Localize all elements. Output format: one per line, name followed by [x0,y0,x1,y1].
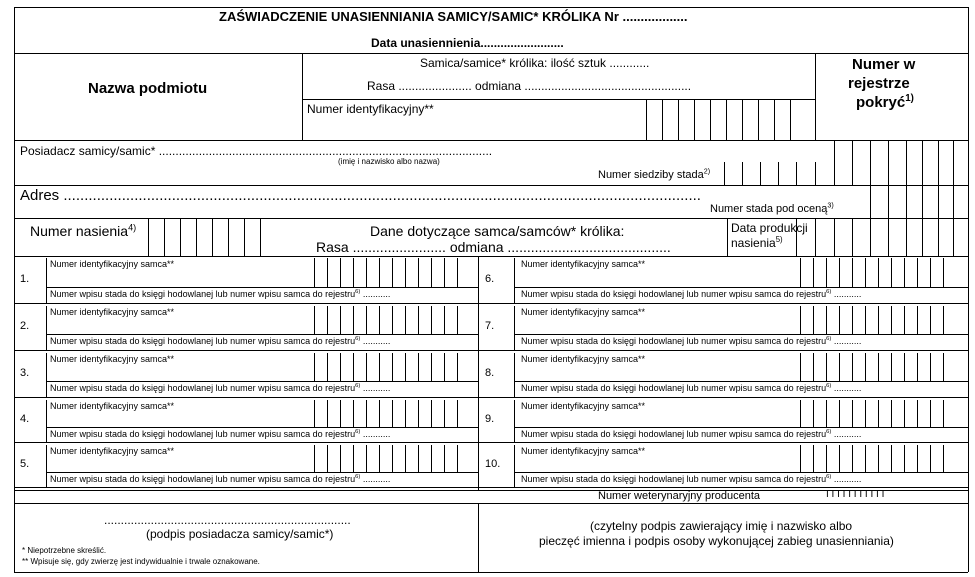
herd-seat-box-line [742,162,743,185]
herd-seat-box-line [724,162,725,185]
entity-name-label: Nazwa podmiotu [88,80,208,97]
male-id-box-line [392,306,393,334]
male-id-box-line [813,353,814,381]
male-id-box-line [392,353,393,381]
male-herdbook-field[interactable]: Numer wpisu stada do księgi hodowlanej lub numer wpisu samca do rejestru$^{6)}$ ........... [521,289,862,299]
male-id-box-line [865,445,866,472]
male-id-box-line [943,353,944,381]
male-herdbook-field[interactable]: Numer wpisu stada do księgi hodowlanej lub numer wpisu samca do rejestru$^{6)}$ ........... [521,474,862,484]
male-id-box-line [431,258,432,287]
male-id-box-line [392,445,393,472]
male-id-box-line [891,353,892,381]
signature-divider [478,503,479,572]
male-id-box-line [405,258,406,287]
herd-seat-box-line [760,162,761,185]
address-field[interactable]: Adres ......................................................................................................................................................... [20,187,701,204]
male-id-box-line [340,353,341,381]
male-id-box-line [353,306,354,334]
male-cell-divider [46,472,478,473]
male-row-number: 8. [485,367,495,379]
male-id-box-line [878,400,879,427]
male-id-box-line [353,400,354,427]
male-id-box-line [943,400,944,427]
registry-label-line1: Numer w [852,56,916,73]
female-id-label: Numer identyfikacyjny** [307,102,434,116]
male-id-box-line [865,258,866,287]
owner-field[interactable]: Posiadacz samicy/samic* .................................................................................................... [20,144,493,158]
production-date-divider [727,218,728,256]
male-id-box-line [943,306,944,334]
male-id-box-line [418,258,419,287]
male-id-box-line [878,445,879,472]
rule-signatures [14,503,968,504]
male-id-label: Numer identyfikacyjny samca** [50,259,175,269]
male-row-separator [14,303,968,304]
male-id-box-line [314,400,315,427]
male-data-label: Dane dotyczące samca/samców* królika: [370,223,625,239]
male-herdbook-field[interactable]: Numer wpisu stada do księgi hodowlanej lub numer wpisu samca do rejestru$^{6)}$ ........... [50,336,391,346]
male-id-box-line [314,306,315,334]
male-id-label: Numer identyfikacyjny samca** [50,446,175,456]
males-center-divider [478,256,479,490]
male-id-box-line [852,445,853,472]
male-id-box-line [431,306,432,334]
male-id-box-line [891,306,892,334]
male-id-box-line [930,400,931,427]
male-id-box-line [366,400,367,427]
male-id-box-line [327,445,328,472]
male-id-box-line [904,353,905,381]
male-id-box-line [917,400,918,427]
operator-signature-label-line2: pieczęć imienna i podpis osoby wykonującej zabieg unasienniania) [539,534,894,548]
male-id-box-line [813,306,814,334]
male-id-box-line [826,400,827,427]
male-cell-border [46,400,47,442]
male-id-box-line [431,445,432,472]
male-id-box-line [839,445,840,472]
herd-seat-label: Numer siedziby stada$^{2)}$ [598,167,711,181]
female-breed-field[interactable]: Rasa ...................... odmiana .................................................. [367,79,692,93]
id-box-line [726,99,727,140]
production-date-box-line [870,218,871,256]
male-id-label: Numer identyfikacyjny samca** [50,401,175,411]
operator-signature-label-line1: (czytelny podpis zawierający imię i nazwisko albo [590,519,853,533]
male-row-number: 4. [20,413,30,425]
herd-seat-box-line [778,162,779,185]
male-id-box-line [327,353,328,381]
male-id-box-line [379,353,380,381]
male-cell-divider [46,381,478,382]
registry-divider [815,53,816,140]
production-date-box-line [953,218,954,256]
owner-hint: (imię i nazwisko albo nazwa) [338,157,440,166]
semen-number-label: Numer nasienia$^{4)}$ [30,222,137,239]
male-id-box-line [904,400,905,427]
registry-box-line [922,140,923,218]
male-id-box-line [366,353,367,381]
male-id-box-line [904,445,905,472]
male-row-separator [14,487,968,488]
production-date-box-line [834,218,835,256]
male-id-box-line [444,445,445,472]
footnote-1: * Niepotrzebne skreślić. [22,546,107,555]
registry-label-line3: pokryć$^{1)}$ [856,93,914,111]
male-id-box-line [405,445,406,472]
male-id-box-line [800,306,801,334]
male-id-label: Numer identyfikacyjny samca** [50,307,175,317]
rule-header [14,53,968,54]
semen-box-line [164,218,165,256]
production-date-label-line1: Data produkcji [731,221,808,235]
male-id-box-line [904,306,905,334]
male-id-box-line [839,353,840,381]
male-id-box-line [930,306,931,334]
male-cell-divider [514,287,968,288]
male-id-box-line [826,445,827,472]
male-id-box-line [457,306,458,334]
male-id-box-line [852,258,853,287]
male-id-box-line [340,445,341,472]
semen-box-line [244,218,245,256]
male-herdbook-field[interactable]: Numer wpisu stada do księgi hodowlanej lub numer wpisu samca do rejestru$^{6)}$ ........... [50,289,391,299]
frame-right [968,7,969,572]
rule-address [14,185,968,186]
male-cell-divider [46,334,478,335]
male-id-box-line [852,353,853,381]
male-row-number: 3. [20,367,30,379]
male-id-label: Numer identyfikacyjny samca** [50,354,175,364]
male-id-box-line [314,353,315,381]
production-date-box-line [796,218,797,256]
male-id-box-line [865,306,866,334]
production-date-box-line [852,218,853,256]
male-row-number: 10. [485,458,501,470]
male-id-box-line [340,400,341,427]
production-date-box-line [938,218,939,256]
male-id-box-line [444,258,445,287]
herd-seat-box-line [796,162,797,185]
male-id-box-line [444,400,445,427]
females-count-field[interactable]: Samica/samice* królika: ilość sztuk ............ [420,56,650,70]
male-id-box-line [943,445,944,472]
insemination-date-field[interactable]: Data unasiennienia......................... [371,36,564,50]
registry-box-line [906,140,907,218]
male-cell-border [514,353,515,397]
rule-vet [14,490,968,491]
male-id-box-line [379,306,380,334]
male-cell-border [514,306,515,350]
male-id-box-line [878,258,879,287]
id-box-line [646,99,647,140]
male-row-separator [14,442,968,443]
male-id-box-line [405,353,406,381]
male-row-number: 6. [485,273,495,285]
form-title: ZAŚWIADCZENIE UNASIENNIANIA SAMICY/SAMIC* KRÓLIKA Nr .................. [219,9,688,24]
frame-bottom [14,572,968,573]
male-id-box-line [813,400,814,427]
semen-box-line [228,218,229,256]
male-cell-border [46,353,47,397]
male-id-box-line [418,445,419,472]
male-cell-divider [514,472,968,473]
male-row-separator [14,397,968,398]
male-id-box-line [314,445,315,472]
male-id-box-line [826,258,827,287]
rule-owner [14,140,968,141]
male-id-box-line [457,400,458,427]
male-id-box-line [379,400,380,427]
male-id-box-line [353,258,354,287]
male-id-box-line [930,445,931,472]
male-cell-border [46,445,47,487]
male-row-number: 1. [20,273,30,285]
male-row-separator [14,350,968,351]
owner-signature-line[interactable]: .......................................................................... [104,513,351,527]
male-id-box-line [826,306,827,334]
owner-signature-label: (podpis posiadacza samicy/samic*) [146,527,334,541]
male-id-box-line [327,258,328,287]
semen-box-line [212,218,213,256]
male-id-box-line [930,353,931,381]
production-date-label-line2: nasienia$^{5)}$ [731,235,783,250]
id-box-line [758,99,759,140]
male-id-box-line [943,258,944,287]
id-box-line [678,99,679,140]
male-id-box-line [379,445,380,472]
male-herdbook-field[interactable]: Numer wpisu stada do księgi hodowlanej lub numer wpisu samca do rejestru$^{6)}$ ........... [50,383,391,393]
male-id-box-line [314,258,315,287]
id-box-line [694,99,695,140]
male-id-box-line [878,353,879,381]
registry-box-line [852,140,853,185]
male-id-box-line [852,400,853,427]
male-id-box-line [353,353,354,381]
id-box-line [790,99,791,140]
entity-divider [302,53,303,140]
male-herdbook-field[interactable]: Numer wpisu stada do księgi hodowlanej lub numer wpisu samca do rejestru$^{6)}$ ........... [521,336,862,346]
male-id-box-line [457,445,458,472]
male-cell-border [514,258,515,303]
male-cell-border [46,258,47,303]
male-cell-divider [46,427,478,428]
male-cell-divider [46,287,478,288]
male-id-box-line [865,400,866,427]
male-herdbook-field[interactable]: Numer wpisu stada do księgi hodowlanej lub numer wpisu samca do rejestru$^{6)}$ ........... [521,383,862,393]
male-id-box-line [891,258,892,287]
vet-number-label: Numer weterynaryjny producenta [598,490,761,502]
male-id-label: Numer identyfikacyjny samca** [521,446,646,456]
male-id-box-line [444,353,445,381]
id-box-line [710,99,711,140]
male-id-box-line [917,306,918,334]
evaluated-herd-label: Numer stada pod oceną$^{3)}$ [710,201,834,215]
male-id-box-line [800,445,801,472]
male-id-box-line [917,353,918,381]
male-id-box-line [418,306,419,334]
semen-box-line [180,218,181,256]
male-id-label: Numer identyfikacyjny samca** [521,354,646,364]
registry-box-line [938,140,939,218]
male-cell-divider [514,381,968,382]
male-id-box-line [392,400,393,427]
herd-seat-box-line [815,162,816,185]
male-id-box-line [405,306,406,334]
male-cell-border [514,445,515,487]
footnote-2: ** Wpisuje się, gdy zwierzę jest indywidualnie i trwale oznakowane. [22,557,260,566]
frame-top [14,7,968,8]
vet-number-boxes[interactable]: I I I I I I I I I I I [826,489,885,500]
male-id-box-line [865,353,866,381]
male-id-box-line [366,306,367,334]
male-id-box-line [457,258,458,287]
production-date-box-line [888,218,889,256]
production-date-box-line [906,218,907,256]
male-row-number: 2. [20,320,30,332]
male-id-box-line [327,306,328,334]
production-date-box-line [815,218,816,256]
male-id-box-line [878,306,879,334]
male-id-box-line [431,353,432,381]
male-id-box-line [444,306,445,334]
male-id-box-line [340,306,341,334]
id-box-line [742,99,743,140]
male-id-box-line [392,258,393,287]
male-herdbook-field[interactable]: Numer wpisu stada do księgi hodowlanej lub numer wpisu samca do rejestru$^{6)}$ ........... [521,429,862,439]
male-id-box-line [800,400,801,427]
male-id-box-line [366,445,367,472]
registry-label-line2: rejestrze [848,75,910,92]
male-id-box-line [431,400,432,427]
male-id-box-line [366,258,367,287]
male-id-label: Numer identyfikacyjny samca** [521,259,646,269]
male-id-box-line [379,258,380,287]
male-id-box-line [813,445,814,472]
male-row-number: 9. [485,413,495,425]
male-cell-divider [514,427,968,428]
registry-box-line [888,140,889,218]
male-id-box-line [418,353,419,381]
male-id-box-line [904,258,905,287]
male-id-box-line [418,400,419,427]
male-id-box-line [353,445,354,472]
male-herdbook-field[interactable]: Numer wpisu stada do księgi hodowlanej lub numer wpisu samca do rejestru$^{6)}$ ........... [50,429,391,439]
male-id-box-line [405,400,406,427]
rule-id [302,99,815,100]
semen-box-line [260,218,261,256]
id-box-line [662,99,663,140]
male-id-box-line [813,258,814,287]
registry-box-line [870,140,871,218]
id-box-line [774,99,775,140]
semen-box-line [148,218,149,256]
male-id-box-line [826,353,827,381]
male-id-box-line [457,353,458,381]
male-row-number: 7. [485,320,495,332]
male-id-box-line [800,353,801,381]
male-id-label: Numer identyfikacyjny samca** [521,401,646,411]
male-cell-divider [514,334,968,335]
male-id-box-line [839,306,840,334]
male-id-box-line [327,400,328,427]
production-date-box-line [922,218,923,256]
male-cell-border [46,306,47,350]
male-id-box-line [917,445,918,472]
rule-males [14,256,968,257]
male-id-box-line [839,400,840,427]
male-breed-field[interactable]: Rasa ........................ odmiana .......................................... [316,239,671,255]
male-cell-border [514,400,515,442]
semen-box-line [196,218,197,256]
registry-box-line [834,140,835,185]
male-id-box-line [891,400,892,427]
male-id-box-line [800,258,801,287]
male-id-box-line [891,445,892,472]
male-id-box-line [839,258,840,287]
male-id-box-line [852,306,853,334]
rule-semen [14,218,968,219]
male-row-number: 5. [20,458,30,470]
registry-box-line [953,140,954,218]
male-id-box-line [917,258,918,287]
male-herdbook-field[interactable]: Numer wpisu stada do księgi hodowlanej lub numer wpisu samca do rejestru$^{6)}$ ........... [50,474,391,484]
male-id-box-line [340,258,341,287]
male-id-box-line [930,258,931,287]
male-id-label: Numer identyfikacyjny samca** [521,307,646,317]
